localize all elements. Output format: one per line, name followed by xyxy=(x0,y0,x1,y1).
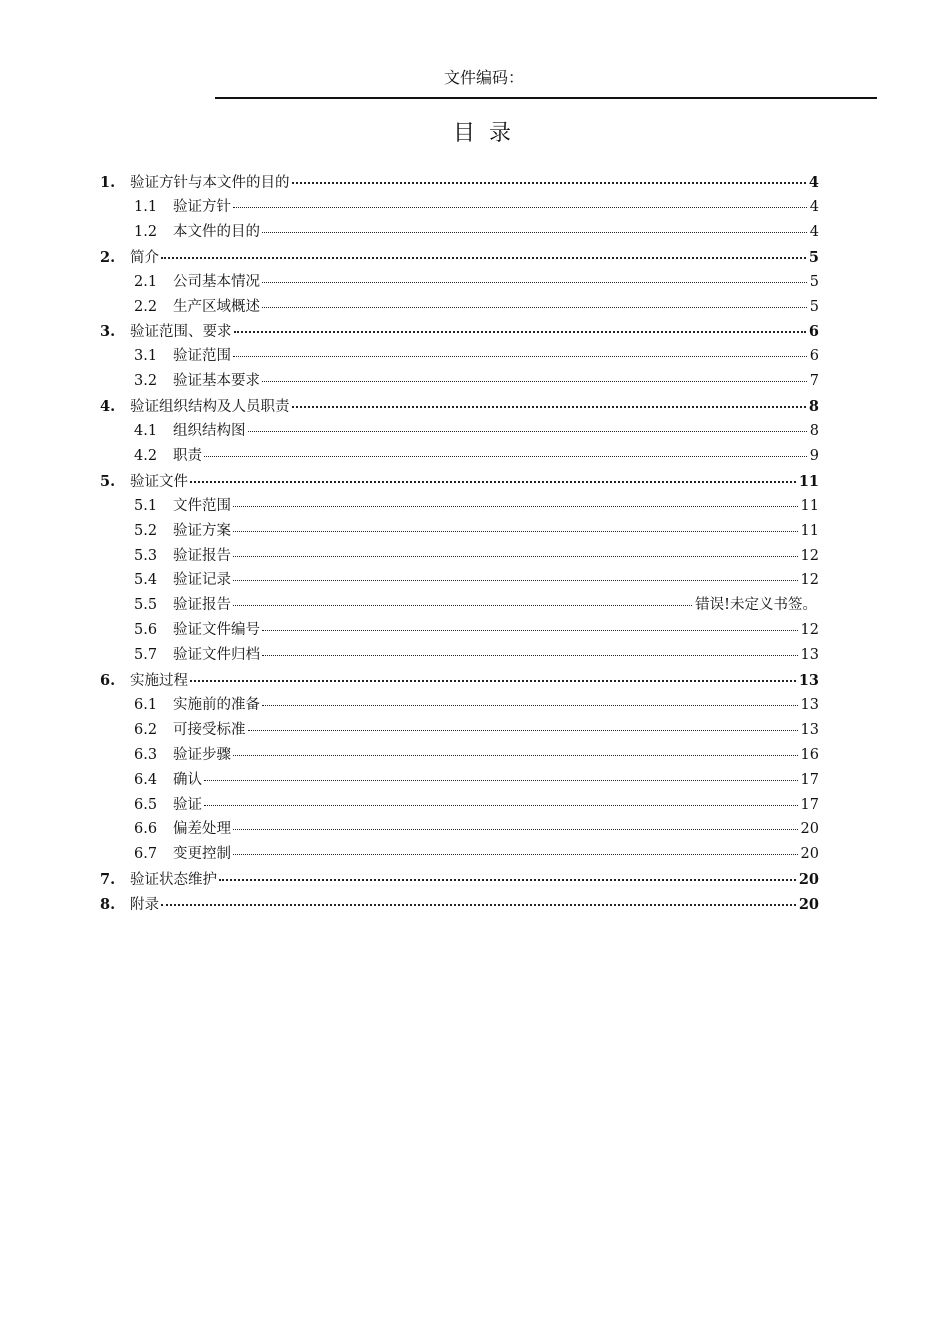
toc-dot-leader xyxy=(248,431,807,432)
toc-entry-page: 17 xyxy=(800,771,819,788)
toc-entry[interactable] xyxy=(0,344,950,369)
toc-entry-page: 8 xyxy=(809,423,819,439)
toc-entry-label[interactable]: 实施过程 xyxy=(130,673,188,689)
toc-dot-leader xyxy=(262,630,798,631)
toc-entry-line xyxy=(130,319,819,345)
toc-entry-label[interactable]: 生产区域概述 xyxy=(173,298,260,315)
toc-entry-line xyxy=(173,693,819,718)
toc-entry-line xyxy=(173,195,819,220)
toc-entry-line xyxy=(173,768,819,793)
toc-entry-number: 3. xyxy=(100,323,116,341)
toc-entry-label[interactable]: 实施前的准备 xyxy=(173,696,260,713)
toc-entry-line xyxy=(173,618,819,643)
toc-dot-leader xyxy=(204,456,807,457)
toc-entry-number: 6. xyxy=(100,672,116,689)
toc-entry[interactable] xyxy=(0,693,950,718)
toc-entry-line xyxy=(130,668,819,694)
toc-entry[interactable] xyxy=(0,195,950,220)
toc-entry-number: 5.3 xyxy=(134,547,158,564)
toc-entry[interactable] xyxy=(0,469,950,494)
toc-entry-line xyxy=(173,593,817,618)
toc-entry-label[interactable]: 验证文件 xyxy=(130,473,188,490)
toc-entry-number: 3.2 xyxy=(134,373,158,390)
toc-entry-page: 11 xyxy=(800,522,819,539)
toc-dot-leader xyxy=(233,755,798,756)
toc-entry-number: 6.2 xyxy=(134,721,158,738)
toc-entry-number: 2. xyxy=(100,248,116,266)
toc-entry-number: 6.3 xyxy=(134,746,158,763)
toc-entry-label[interactable]: 附录 xyxy=(130,897,159,914)
toc-entry-number: 8. xyxy=(100,896,116,914)
toc-entry[interactable] xyxy=(0,220,950,245)
toc-entry-page: 5 xyxy=(809,298,819,315)
toc-entry[interactable] xyxy=(0,643,950,668)
toc-entry[interactable] xyxy=(0,369,950,394)
toc-entry-line xyxy=(173,718,819,743)
toc-entry[interactable] xyxy=(0,867,950,892)
toc-entry[interactable] xyxy=(0,842,950,867)
toc-entry-page: 9 xyxy=(809,447,819,464)
toc-entry-line xyxy=(130,867,819,893)
toc-dot-leader xyxy=(233,854,798,855)
toc-entry-label[interactable]: 验证方针 xyxy=(173,198,231,215)
toc-entry-label[interactable]: 确认 xyxy=(173,771,202,788)
toc-dot-leader xyxy=(262,282,807,283)
toc-entry-label[interactable]: 验证状态维护 xyxy=(130,872,217,889)
toc-entry-number: 5.1 xyxy=(134,497,158,514)
toc-entry-page: 20 xyxy=(800,821,819,838)
toc-entry-label[interactable]: 偏差处理 xyxy=(173,821,231,838)
toc-entry-line xyxy=(173,817,819,842)
toc-entry-line xyxy=(130,892,819,918)
toc-entry-line xyxy=(173,369,819,394)
toc-entry-line xyxy=(173,220,819,245)
toc-entry-number: 4.2 xyxy=(134,447,158,464)
toc-dot-leader xyxy=(161,904,796,906)
toc-entry-number: 1.2 xyxy=(134,223,158,240)
toc-entry-page: 7 xyxy=(809,373,819,390)
toc-dot-leader xyxy=(233,207,807,208)
toc-entry-page: 20 xyxy=(798,896,819,914)
toc-dot-leader xyxy=(233,829,798,830)
toc-dot-leader xyxy=(292,406,806,408)
toc-entry-number: 6.6 xyxy=(134,821,158,838)
toc-dot-leader xyxy=(262,655,798,656)
toc-entry-number: 5.4 xyxy=(134,572,158,589)
toc-entry-page: 4 xyxy=(809,198,819,215)
toc-entry[interactable] xyxy=(0,793,950,818)
toc-entry[interactable] xyxy=(0,718,950,743)
toc-entry-number: 3.1 xyxy=(134,348,158,365)
toc-dot-leader xyxy=(233,556,798,557)
toc-entry-label[interactable]: 验证文件编号 xyxy=(173,622,260,639)
toc-entry[interactable] xyxy=(0,668,950,693)
toc-entry-line xyxy=(173,444,819,469)
toc-entry-number: 1.1 xyxy=(134,198,158,215)
toc-entry[interactable] xyxy=(0,817,950,842)
toc-entry-page: 4 xyxy=(809,223,819,240)
toc-entry-page: 13 xyxy=(800,721,819,738)
toc-entry-number: 5.6 xyxy=(134,622,158,639)
toc-entry-label[interactable]: 文件范围 xyxy=(173,497,231,514)
toc-entry-label[interactable]: 验证方案 xyxy=(173,522,231,539)
toc-entry-page: 13 xyxy=(800,696,819,713)
toc-dot-leader xyxy=(204,805,798,806)
toc-entry-label[interactable]: 验证步骤 xyxy=(173,746,231,763)
toc-dot-leader xyxy=(190,481,796,483)
toc-entry[interactable] xyxy=(0,295,950,320)
toc-entry-line xyxy=(173,419,819,444)
toc-dot-leader xyxy=(262,705,798,706)
toc-entry-label[interactable]: 验证方针与本文件的目的 xyxy=(130,175,290,191)
toc-entry-number: 2.2 xyxy=(134,298,158,315)
toc-entry-line xyxy=(130,394,819,420)
toc-entry-page: 13 xyxy=(798,672,819,689)
toc-entry-label[interactable]: 可接受标准 xyxy=(173,721,246,738)
toc-entry-page: 8 xyxy=(808,398,819,416)
toc-entry-line xyxy=(173,793,819,818)
toc-entry-page: 错误!未定义书签。 xyxy=(695,597,817,614)
toc-entry-label[interactable]: 职责 xyxy=(173,447,202,464)
toc-entry[interactable] xyxy=(0,544,950,569)
toc-dot-leader xyxy=(248,730,798,731)
toc-entry-number: 5.7 xyxy=(134,647,158,664)
toc-dot-leader xyxy=(233,356,807,357)
toc-entry-number: 2.1 xyxy=(134,273,158,290)
toc-entry[interactable] xyxy=(0,593,950,618)
toc-entry-line xyxy=(173,743,819,768)
toc-entry-line xyxy=(173,643,819,668)
toc-entry-label[interactable]: 变更控制 xyxy=(173,846,231,863)
toc-entry-page: 16 xyxy=(800,746,819,763)
toc-entry-page: 6 xyxy=(809,348,819,365)
toc-entry-number: 4.1 xyxy=(134,423,158,439)
toc-entry-line xyxy=(173,344,819,369)
toc-entry-page: 12 xyxy=(800,572,819,589)
toc-entry-line xyxy=(130,469,819,495)
toc-dot-leader xyxy=(292,182,806,184)
toc-entry[interactable] xyxy=(0,319,950,344)
toc-entry[interactable] xyxy=(0,245,950,270)
toc-entry-number: 4. xyxy=(100,398,116,416)
toc-dot-leader xyxy=(233,580,798,581)
toc-dot-leader xyxy=(233,531,798,532)
toc-entry-label[interactable]: 验证文件归档 xyxy=(173,647,260,664)
toc-entry-page: 12 xyxy=(800,547,819,564)
toc-entry-label[interactable]: 组织结构图 xyxy=(173,423,246,439)
toc-entry-page: 5 xyxy=(808,248,819,266)
toc-entry-page: 11 xyxy=(800,497,819,514)
toc-entry[interactable] xyxy=(0,170,950,195)
header-divider xyxy=(215,97,877,99)
toc-entry-line xyxy=(130,245,819,271)
toc-entry-label[interactable]: 验证报告 xyxy=(173,547,231,564)
toc-entry-page: 17 xyxy=(800,796,819,813)
toc-entry-number: 7. xyxy=(100,871,116,889)
toc-entry-label[interactable]: 验证记录 xyxy=(173,572,231,589)
toc-entry-label[interactable]: 验证组织结构及人员职责 xyxy=(130,399,290,416)
toc-dot-leader xyxy=(219,879,796,881)
toc-entry-label[interactable]: 本文件的目的 xyxy=(173,223,260,240)
toc-entry-label[interactable]: 验证 xyxy=(173,796,202,813)
toc-entry-label[interactable]: 验证基本要求 xyxy=(173,373,260,390)
toc-entry-number: 6.5 xyxy=(134,796,158,813)
toc-entry[interactable] xyxy=(0,568,950,593)
toc-entry-page: 12 xyxy=(800,622,819,639)
toc-entry[interactable] xyxy=(0,768,950,793)
toc-entry-page: 6 xyxy=(808,323,819,341)
toc-entry[interactable] xyxy=(0,394,950,419)
document-code-label: 文件编码： xyxy=(443,68,524,87)
toc-entry-number: 5.5 xyxy=(134,597,158,614)
toc-entry-page: 20 xyxy=(800,846,819,863)
toc-dot-leader xyxy=(234,331,806,333)
toc-entry[interactable] xyxy=(0,743,950,768)
toc-entry-number: 6.7 xyxy=(134,846,158,863)
toc-entry-label[interactable]: 验证范围 xyxy=(173,348,231,365)
toc-entry[interactable] xyxy=(0,494,950,519)
toc-entry-label[interactable]: 公司基本情况 xyxy=(173,273,260,290)
toc-dot-leader xyxy=(262,381,807,382)
toc-dot-leader xyxy=(262,232,807,233)
toc-entry-number: 1. xyxy=(100,174,116,191)
toc-entry[interactable] xyxy=(0,892,950,917)
toc-entry-line xyxy=(173,519,819,544)
toc-entry-line xyxy=(173,544,819,569)
toc-entry-page: 4 xyxy=(808,174,819,191)
toc-dot-leader xyxy=(233,506,798,507)
toc-dot-leader xyxy=(190,680,796,682)
toc-dot-leader xyxy=(161,257,806,259)
toc-entry[interactable] xyxy=(0,618,950,643)
toc-entry-page: 13 xyxy=(800,647,819,664)
toc-entry[interactable] xyxy=(0,270,950,295)
toc-entry-line xyxy=(130,170,819,196)
toc-entry-page: 20 xyxy=(798,871,819,889)
toc-title: 目录 xyxy=(452,121,525,146)
toc-entry-label[interactable]: 验证范围、要求 xyxy=(130,324,232,341)
toc-entry[interactable] xyxy=(0,519,950,544)
toc-entry-number: 5. xyxy=(100,472,116,490)
toc-entry-number: 5.2 xyxy=(134,522,158,539)
toc-dot-leader xyxy=(233,605,692,606)
toc-entry-page: 5 xyxy=(809,273,819,290)
toc-entry-page: 11 xyxy=(798,472,819,490)
toc-dot-leader xyxy=(262,307,807,308)
toc-entry[interactable] xyxy=(0,419,950,444)
toc-entry-number: 6.1 xyxy=(134,696,158,713)
toc-entry-number: 6.4 xyxy=(134,771,158,788)
toc-entry-line xyxy=(173,842,819,867)
toc-entry-line xyxy=(173,270,819,295)
toc-entry[interactable] xyxy=(0,444,950,469)
toc-entry-line xyxy=(173,568,819,593)
toc-entry-label[interactable]: 验证报告 xyxy=(173,597,231,614)
toc-entry-line xyxy=(173,494,819,519)
toc-dot-leader xyxy=(204,780,798,781)
toc-entry-line xyxy=(173,295,819,320)
toc-entry-label[interactable]: 简介 xyxy=(130,249,159,266)
